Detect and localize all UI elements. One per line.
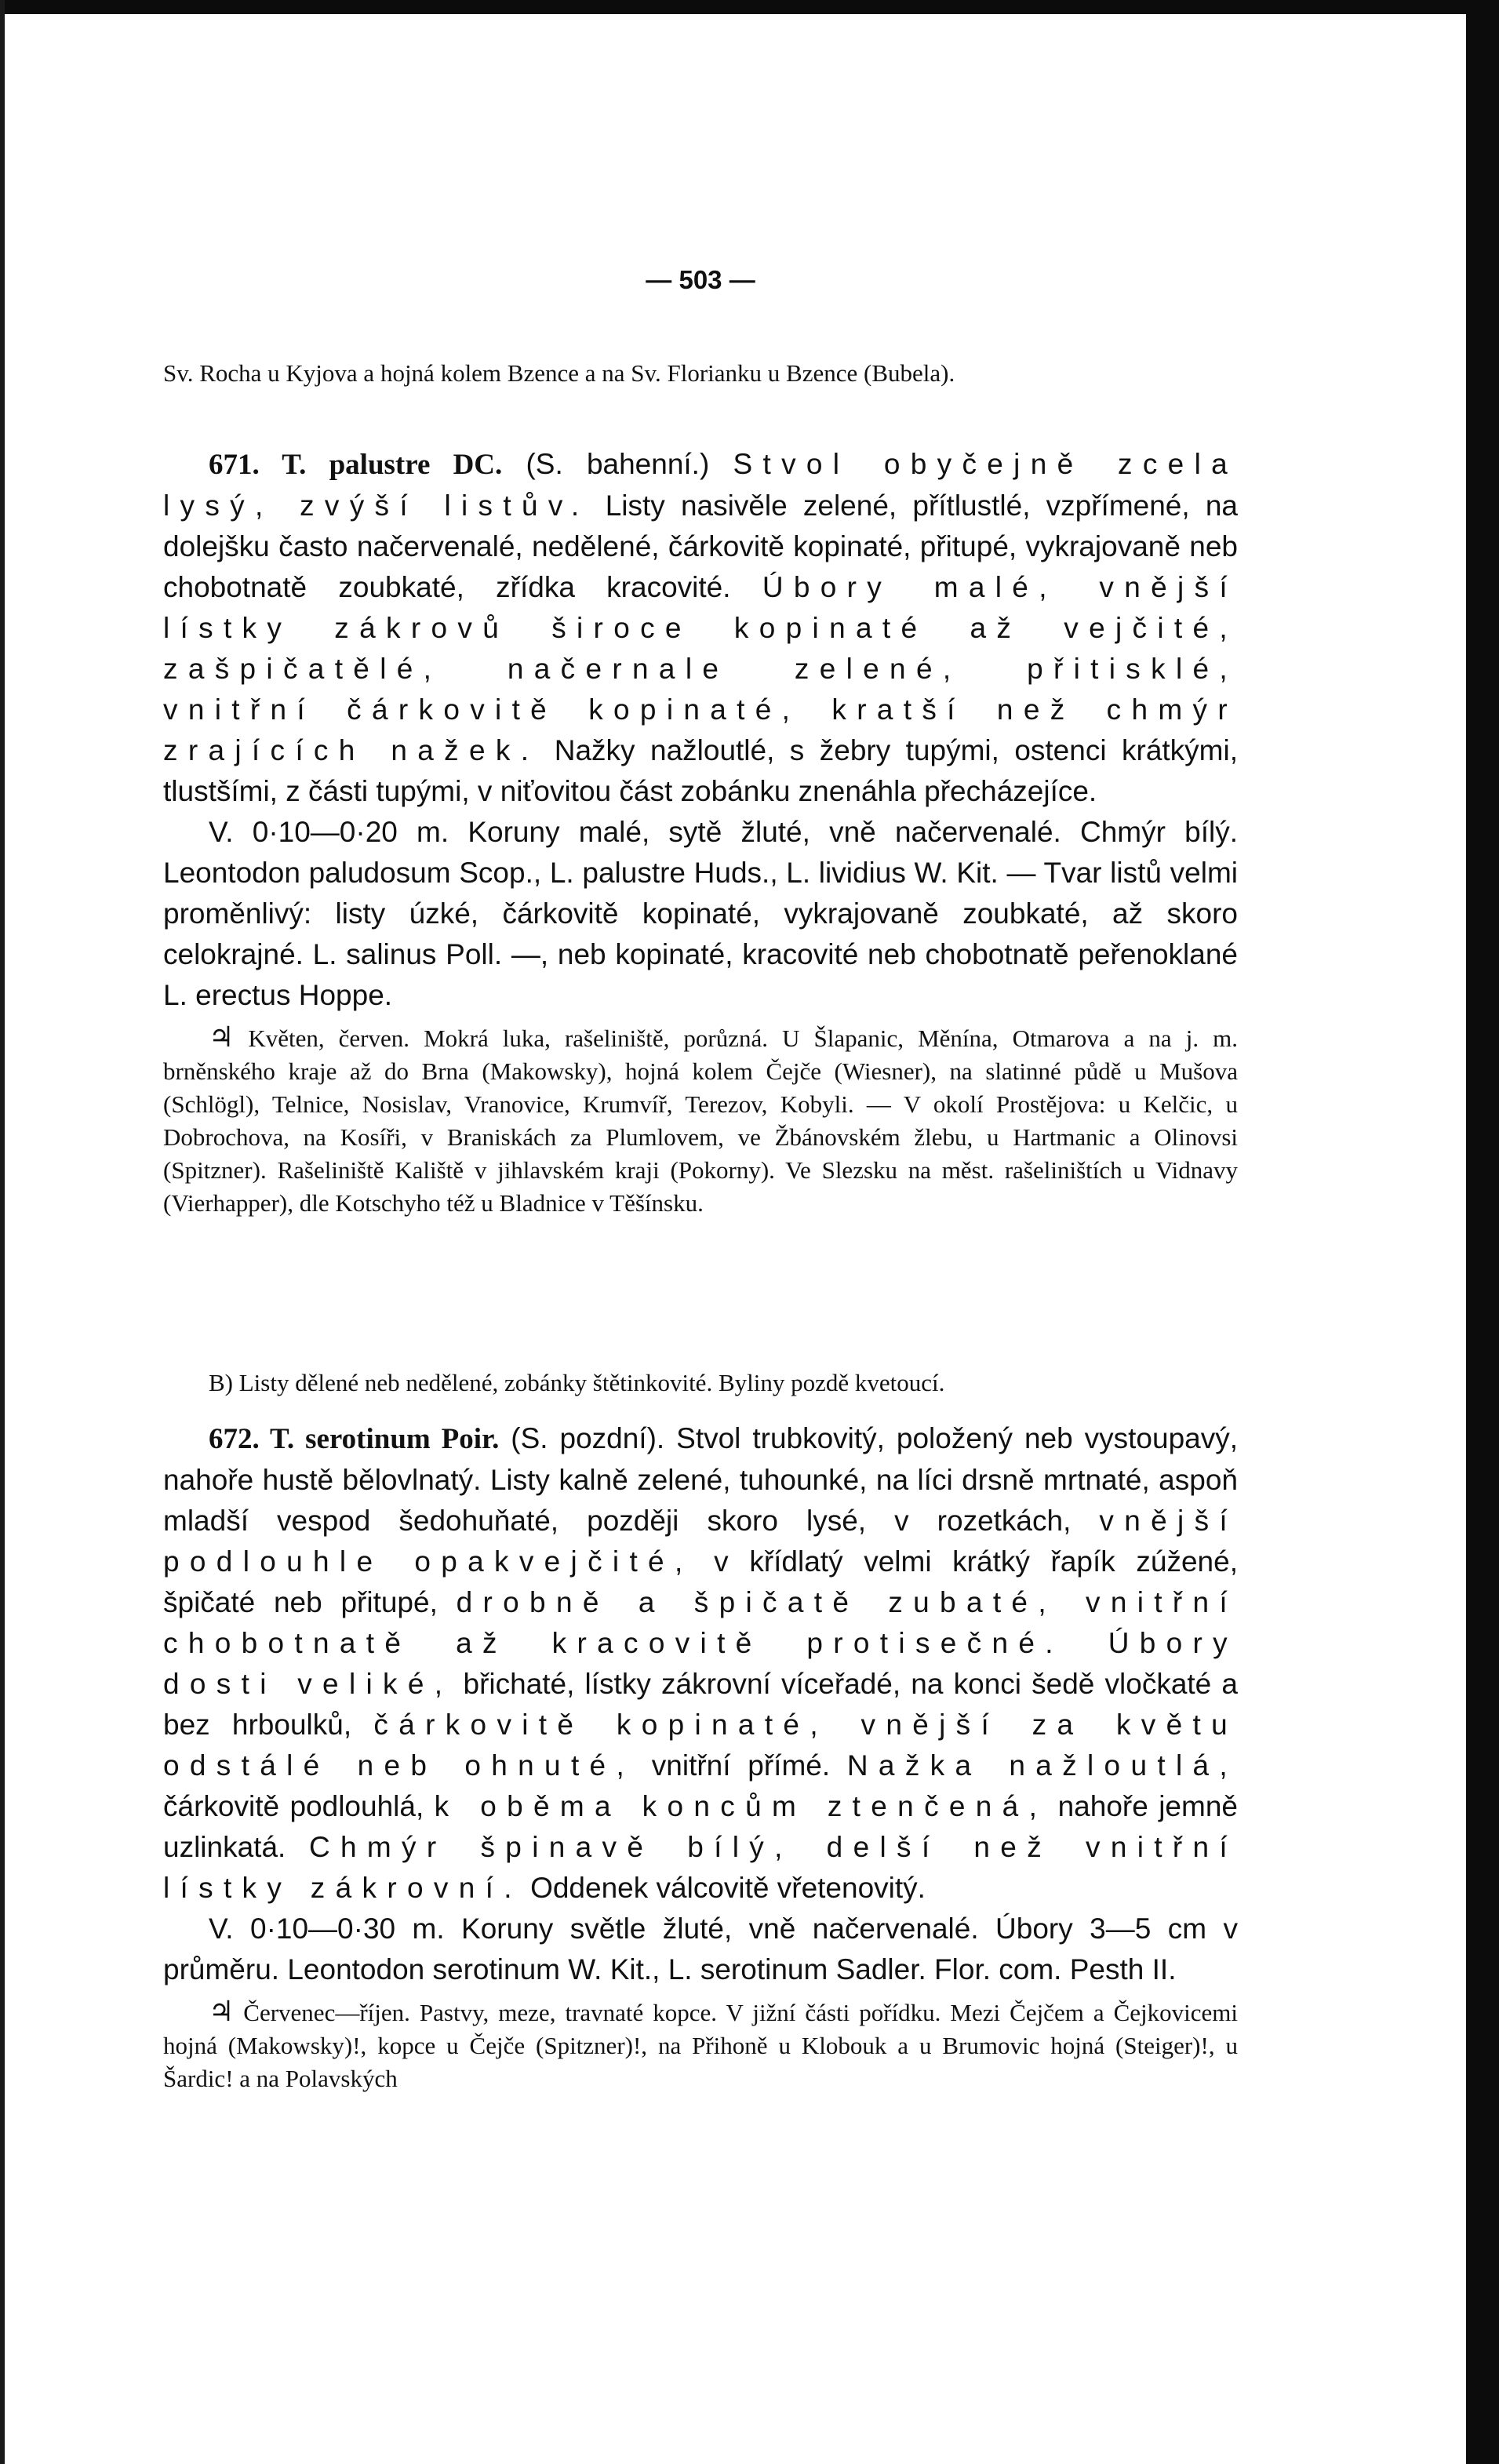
entry-672-locality-text: Červenec—říjen. Pastvy, meze, travnaté kopce. V jižní části pořídku. Mezi Čejčem a Čejkovicemi hojná (Makowsky)!, kopce u Čejče (Spitzner)!, na Přihoně u Klobouk a u Brumovic hojná (Steiger)!, u Šardic! a na Polavských <box>163 1999 1238 2092</box>
entry-672-description <box>163 1418 1238 1909</box>
entry-671-heading: 671. T. palustre DC. <box>209 449 503 481</box>
entry-671-measurements: V. 0·10—0·20 m. Koruny malé, sytě žluté, vně načervenalé. Chmýr bílý. Leontodon paludosum Scop., L. palustre Huds., L. lividius W. Kit. — Tvar listů velmi proměnlivý: listy úzké, čárkovitě kopinaté, vykrajovaně zoubkaté, až skoro celokrajné. L. salinus Poll. —, neb kopinaté, kracovité neb chobotnatě peřenoklané L. erectus Hoppe. <box>163 816 1238 1011</box>
entry-672-localities <box>163 1995 1238 2095</box>
intro-paragraph <box>163 357 1238 390</box>
entry-672-inner: vnitřní přímé. <box>635 1749 847 1782</box>
entry-671-leaves: Listy nasivěle zelené, přítlustlé, vzpřímené, na dolejšku často načervenalé, nedělené, čárkovitě kopinaté, přitupé, vykrajovaně neb chobotnatě zoubkaté, zřídka kracovité. <box>163 490 1238 603</box>
scan-border-right <box>1466 0 1499 2464</box>
entry-672-measurements: V. 0·10—0·30 m. Koruny světle žluté, vně načervenalé. Úbory 3—5 cm v průměru. Leontodon serotinum W. Kit., L. serotinum Sadler. Flor. com. Pesth II. <box>163 1913 1238 1985</box>
entry-672-spaced-6: Chmýr špinavě bílý, delší než vnitřní lístky zákrovní. <box>163 1831 1238 1904</box>
entry-672-spaced-3: čárkovitě kopinaté, vnější za květu odstálé neb ohnuté, <box>163 1709 1238 1782</box>
entry-672-spaced-2: drobně a špičatě zubaté, vnitřní chobotnatě až kracovitě protisečné. Úbory dosti veliké, <box>163 1586 1238 1700</box>
entry-672-stem: (S. pozdní). Stvol trubkovitý, položený neb vystoupavý, nahoře hustě bělovlnatý. Listy kalně zelené, tuhounké, na líci drsně mrtnaté, aspoň mladší vespod šedohuňaté, později skoro lysé, v rozetkách, <box>163 1422 1238 1537</box>
entry-671-achenes: Nažky nažloutlé, s žebry tupými, ostenci krátkými, tlustšími, z části tupými, v niťovitou část zobánku znenáhla přecházejíce. <box>163 734 1238 807</box>
page-number: — 503 — <box>646 265 755 294</box>
entry-672-spaced-4: Nažka nažloutlá, <box>846 1749 1238 1782</box>
entry-672-bracts: břichaté, lístky zákrovní víceřadé, na konci šedě vločkaté a bez hrboulků, <box>163 1668 1238 1741</box>
entry-672-rhizome: Oddenek válcovitě vřetenovitý. <box>522 1872 926 1904</box>
scan-border-left <box>0 0 5 2464</box>
entry-671-description <box>163 444 1238 812</box>
entry-672-top: nahoře jemně uzlinkatá. <box>163 1790 1238 1863</box>
entry-672-petiole: v křídlatý velmi krátký řapík zúžené, špičaté neb přitupé, <box>163 1545 1238 1618</box>
entry-671-spaced-1: Stvol obyčejně zcela lysý, zvýší listův. <box>163 448 1239 522</box>
entry-671-vernacular: (S. bahenní.) <box>502 448 733 480</box>
perennial-icon: ♃ <box>209 1021 235 1053</box>
entry-671 <box>163 444 1238 1220</box>
intro-text: Sv. Rocha u Kyjova a hojná kolem Bzence a na Sv. Florianku u Bzence (Bubela). <box>163 359 955 387</box>
section-b-heading: B) Listy dělené neb nedělené, zobánky štětinkovité. Byliny pozdě kvetoucí. <box>209 1369 945 1396</box>
section-b <box>163 1367 1238 1399</box>
entry-672-shape: čárkovitě podlouhlá, <box>163 1790 435 1822</box>
perennial-icon: ♃ <box>209 1996 235 2027</box>
entry-671-locality-text: Květen, červen. Mokrá luka, rašeliniště, porůzná. U Šlapanic, Měnína, Otmarova a na j. m. brněnského kraje až do Brna (Makowsky), hojná kolem Čejče (Wiesner), na slatinné půdě u Mušova (Schlögl), Telnice, Nosislav, Vranovice, Krumvíř, Terezov, Kobyli. — V okolí Prostějova: u Kelčic, u Dobrochova, na Kosíři, v Braniskách za Plumlovem, ve Žbánovském žlebu, u Hartmanic a Olinovsi (Spitzner). Rašeliniště Kaliště v jihlavském kraji (Pokorny). Ve Slezsku na měst. rašeliništích u Vidnavy (Vierhapper), dle Kotschyho též u Bladnice v Těšínsku. <box>163 1025 1238 1217</box>
entry-672 <box>163 1418 1238 2095</box>
entry-672-spaced-5: k oběma koncům ztenčená, <box>434 1790 1048 1822</box>
entry-671-spaced-2: Úbory malé, vnější lístky zákrovů široce kopinaté až vejčité, zašpičatělé, načernale zelené, přitisklé, vnitřní čárkovitě kopinaté, kratší než chmýr zrajících nažek. <box>163 571 1238 766</box>
scan-border-top <box>0 0 1499 14</box>
entry-671-localities <box>163 1021 1238 1220</box>
entry-672-spaced-1: vnější podlouhle opakvejčité, <box>163 1505 1238 1578</box>
entry-672-heading: 672. T. serotinum Poir. <box>209 1423 500 1455</box>
